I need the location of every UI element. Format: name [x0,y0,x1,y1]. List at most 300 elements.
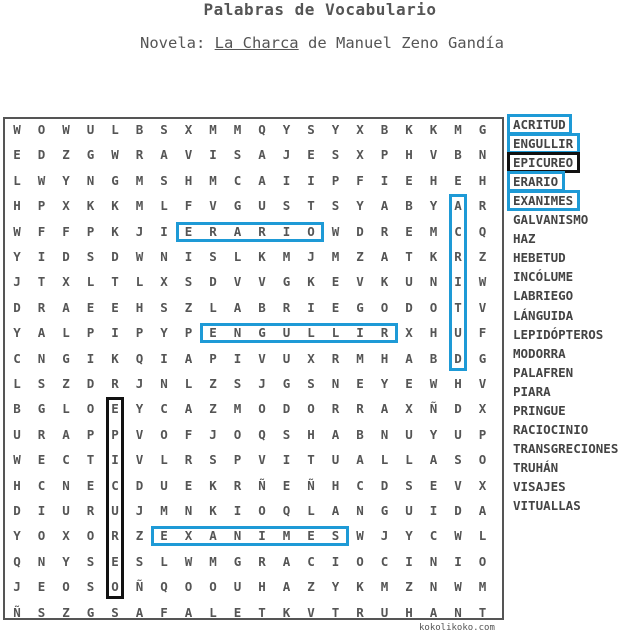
grid-letter: P [135,325,144,341]
grid-letter: N [160,249,168,264]
grid-letter: U [160,477,168,493]
word-list-mark [507,152,580,173]
grid-letter: M [478,579,487,595]
grid-letter: C [37,477,46,493]
grid-letter: Y [405,528,413,544]
highlight-exanimes [151,526,349,546]
grid-letter: K [429,122,438,137]
grid-letter: H [478,172,487,188]
grid-letter: W [13,452,21,468]
grid-letter: U [454,325,462,341]
word-list-item: TRUHÁN [513,459,559,475]
grid-letter: L [13,172,21,188]
grid-letter: N [331,376,340,391]
grid-letter: O [429,299,438,315]
grid-letter: K [209,503,217,518]
grid-letter: G [478,122,487,137]
grid-letter: I [233,350,242,366]
grid-letter: C [233,172,242,188]
grid-letter: L [160,198,168,214]
grid-letter: O [307,401,315,417]
grid-letter: A [62,426,70,442]
grid-letter: X [62,528,70,544]
grid-letter: D [454,350,462,366]
grid-letter: N [429,579,438,595]
subtitle-suffix: de Manuel Zeno Gandía [298,34,504,52]
grid-letter: U [233,579,242,595]
grid-letter: A [380,198,389,214]
grid-letter: Z [209,401,217,417]
grid-letter: S [184,274,193,290]
grid-letter: E [356,376,364,391]
grid-letter: C [160,401,168,417]
grid-letter: S [282,198,291,214]
grid-letter: M [135,198,144,214]
grid-letter: G [282,376,291,391]
highlight-epicureo [106,397,124,599]
grid-letter: L [184,376,193,391]
grid-letter: G [111,172,119,188]
grid-letter: D [111,249,119,264]
grid-letter: A [282,579,291,595]
grid-letter: O [356,553,364,569]
grid-letter: G [62,350,70,366]
grid-letter: X [405,325,413,341]
grid-letter: M [380,579,389,595]
grid-letter: P [331,172,340,188]
grid-letter: W [454,579,462,595]
grid-letter: T [478,604,487,620]
word-list-item: PIARA [513,383,551,399]
grid-letter: J [135,376,144,391]
grid-letter: T [405,249,413,264]
grid-letter: R [233,477,242,493]
grid-letter: U [62,503,70,518]
grid-letter: P [86,223,95,239]
grid-letter: S [86,579,95,595]
grid-letter: D [37,147,46,163]
grid-letter: Ñ [258,477,266,493]
grid-letter: Q [135,350,144,366]
grid-letter: H [135,299,144,315]
grid-letter: R [111,376,119,391]
grid-letter: S [307,376,315,391]
grid-letter: B [356,426,364,442]
grid-letter: A [160,147,168,163]
grid-letter: C [356,477,364,493]
highlight-engullir [200,323,398,343]
grid-letter: L [307,503,315,518]
grid-letter: M [429,223,438,239]
word-list-item: HEBETUD [513,250,566,266]
grid-letter: R [282,299,291,315]
grid-letter: N [62,477,70,493]
grid-letter: J [282,147,291,163]
grid-letter: X [160,274,168,290]
grid-letter: V [307,604,315,620]
grid-letter: U [454,426,462,442]
grid-letter: S [160,122,168,137]
grid-letter: I [454,274,462,290]
grid-letter: S [209,452,217,468]
grid-letter: I [429,503,438,518]
grid-letter: V [184,147,193,163]
grid-letter: E [160,528,168,544]
grid-letter: H [307,426,315,442]
grid-letter: A [380,401,389,417]
grid-letter: W [356,528,364,544]
grid-letter: E [282,477,291,493]
grid-letter: T [454,299,462,315]
grid-letter: K [258,249,266,264]
grid-letter: A [184,350,193,366]
grid-letter: F [184,198,193,214]
grid-letter: A [331,426,340,442]
grid-letter: O [478,553,487,569]
grid-letter: S [331,147,340,163]
grid-letter: R [454,249,462,264]
grid-letter: A [209,528,217,544]
grid-letter: V [258,274,266,290]
grid-letter: L [13,376,21,391]
grid-letter: L [209,604,217,620]
grid-letter: S [37,604,46,620]
grid-letter: M [233,122,242,137]
grid-letter: X [478,401,487,417]
grid-letter: S [160,172,168,188]
word-list-item: GALVANISMO [513,212,589,228]
grid-letter: S [86,249,95,264]
grid-letter: N [37,350,46,366]
grid-letter: T [258,604,266,620]
grid-letter: O [258,503,266,518]
grid-letter: N [429,553,438,569]
grid-letter: I [86,350,95,366]
grid-letter: D [380,477,389,493]
grid-letter: C [62,452,70,468]
grid-letter: W [429,376,438,391]
grid-letter: Z [62,376,70,391]
grid-letter: Z [307,579,315,595]
grid-letter: Y [356,198,364,214]
grid-letter: E [111,401,119,417]
grid-letter: U [86,122,95,137]
grid-letter: P [111,426,119,442]
grid-letter: I [282,223,291,239]
grid-letter: K [111,198,119,214]
grid-letter: I [331,553,340,569]
grid-letter: U [282,325,291,341]
grid-letter: A [380,249,389,264]
grid-letter: A [184,604,193,620]
grid-letter: I [160,223,168,239]
grid-letter: S [282,426,291,442]
word-list-mark [507,190,580,211]
grid-letter: E [37,452,46,468]
grid-letter: G [37,401,46,417]
grid-letter: O [37,122,46,137]
grid-letter: I [356,325,364,341]
word-list-item: VISAJES [513,478,566,494]
grid-letter: M [331,249,340,264]
grid-letter: E [184,223,193,239]
grid-letter: E [405,376,413,391]
grid-letter: Ñ [135,579,144,595]
grid-letter: R [380,223,389,239]
grid-letter: D [86,376,95,391]
grid-letter: N [478,147,487,163]
grid-letter: M [209,553,217,569]
grid-letter: L [209,299,217,315]
grid-letter: D [13,299,21,315]
grid-letter: O [86,528,95,544]
grid-letter: Q [258,426,266,442]
grid-letter: Ñ [429,401,438,417]
grid-letter: Z [62,604,70,620]
grid-letter: L [160,452,168,468]
grid-letter: R [37,426,46,442]
grid-letter: U [258,198,266,214]
grid-letter: I [380,172,389,188]
word-list-item: ERARIO [513,174,559,190]
grid-letter: J [135,503,144,518]
grid-letter: L [86,274,95,290]
grid-letter: H [13,198,21,214]
grid-letter: W [111,147,119,163]
grid-letter: S [233,376,242,391]
grid-letter: V [258,452,266,468]
grid-letter: N [380,426,389,442]
grid-letter: W [13,223,21,239]
grid-letter: W [135,249,144,264]
grid-letter: V [135,426,144,442]
grid-letter: N [37,553,46,569]
grid-letter: V [454,477,462,493]
grid-letter: G [86,604,95,620]
grid-letter: Q [258,122,266,137]
grid-letter: H [13,477,21,493]
grid-letter: B [258,299,266,315]
subtitle-prefix: Novela: [140,34,215,52]
grid-letter: Y [13,528,21,544]
grid-letter: S [233,147,242,163]
grid-letter: R [380,325,389,341]
grid-letter: R [331,401,340,417]
grid-letter: B [380,122,389,137]
grid-letter: Y [13,325,21,341]
grid-letter: G [258,325,266,341]
grid-letter: L [307,325,315,341]
word-list-item: HAZ [513,231,536,247]
grid-letter: P [86,426,95,442]
grid-letter: B [429,350,438,366]
grid-letter: U [405,426,413,442]
grid-letter: E [86,299,95,315]
grid-letter: Z [209,376,217,391]
grid-letter: J [380,528,389,544]
grid-letter: M [282,528,291,544]
grid-letter: L [111,122,119,137]
grid-letter: O [184,579,193,595]
grid-letter: T [307,198,315,214]
grid-letter: E [86,477,95,493]
grid-letter: X [356,122,364,137]
grid-letter: E [37,579,46,595]
grid-letter: K [356,579,364,595]
grid-letter: D [356,223,364,239]
grid-letter: P [184,325,193,341]
grid-letter: K [429,249,438,264]
grid-letter: F [160,604,168,620]
grid-letter: O [160,426,168,442]
grid-letter: L [160,553,168,569]
grid-letter: S [37,376,46,391]
grid-letter: H [380,350,389,366]
grid-letter: P [209,350,217,366]
grid-letter: I [454,553,462,569]
grid-letter: B [405,198,413,214]
grid-letter: C [307,553,315,569]
grid-letter: R [356,604,364,620]
grid-letter: G [380,503,389,518]
grid-letter: W [184,553,193,569]
grid-letter: J [307,249,315,264]
grid-letter: Z [356,249,364,264]
grid-letter: W [454,528,462,544]
grid-letter: D [282,401,291,417]
grid-letter: D [135,477,144,493]
grid-letter: M [282,249,291,264]
grid-letter: N [429,274,438,290]
word-list-mark [507,171,565,192]
word-list-item: ENGULLIR [513,136,574,152]
grid-letter: R [258,223,266,239]
grid-letter: T [86,452,95,468]
grid-letter: S [405,477,413,493]
grid-letter: R [331,350,340,366]
grid-letter: R [37,299,46,315]
word-list-item: PRINGUE [513,402,566,418]
word-list-item: EXANIMES [513,193,574,209]
grid-letter: A [429,452,438,468]
grid-letter: E [454,172,462,188]
grid-letter: K [307,274,315,290]
grid-letter: E [209,325,217,341]
grid-letter: B [135,122,144,137]
grid-letter: S [307,122,315,137]
grid-letter: N [160,376,168,391]
grid-letter: H [331,477,340,493]
word-list-item: RACIOCINIO [513,421,589,437]
grid-letter: R [184,452,193,468]
grid-letter: L [405,452,413,468]
grid-letter: U [282,350,291,366]
grid-letter: R [209,223,217,239]
grid-letter: N [86,172,95,188]
grid-letter: F [478,325,487,341]
grid-letter: P [380,147,389,163]
highlight-erario [176,222,325,242]
grid-letter: L [62,401,70,417]
grid-letter: F [356,172,364,188]
grid-letter: P [478,426,487,442]
grid-letter: G [356,299,364,315]
grid-letter: E [111,299,119,315]
grid-letter: I [282,452,291,468]
grid-letter: V [209,198,217,214]
grid-letter: H [405,147,413,163]
grid-letter: C [13,350,21,366]
grid-letter: Y [282,122,291,137]
grid-letter: I [307,299,315,315]
word-list-item: MODORRA [513,345,566,361]
grid-letter: B [13,401,21,417]
grid-letter: I [160,350,168,366]
grid-letter: X [184,122,193,137]
grid-letter: B [454,147,462,163]
grid-letter: I [282,172,291,188]
grid-letter: U [405,503,413,518]
grid-letter: J [258,376,266,391]
grid-letter: V [233,274,242,290]
grid-letter: O [37,528,46,544]
grid-letter: S [331,528,340,544]
grid-letter: A [184,401,193,417]
grid-letter: L [135,274,144,290]
grid-letter: V [478,299,487,315]
grid-letter: N [184,503,193,518]
grid-letter: Q [282,503,291,518]
grid-letter: O [209,579,217,595]
grid-letter: L [478,528,487,544]
word-list-item: TRANSGRECIONES [513,440,619,456]
grid-letter: E [429,477,438,493]
grid-letter: E [13,147,21,163]
grid-letter: W [13,122,21,137]
grid-letter: A [356,452,364,468]
grid-letter: O [307,223,315,239]
grid-letter: T [111,274,119,290]
word-list-item: INCÓLUME [513,269,574,285]
grid-letter: A [258,172,266,188]
grid-letter: O [258,401,266,417]
grid-letter: F [37,223,46,239]
grid-letter: D [62,249,70,264]
grid-letter: V [429,147,438,163]
grid-letter: Y [429,426,438,442]
grid-letter: C [380,553,389,569]
grid-letter: F [62,223,70,239]
grid-letter: G [86,147,95,163]
grid-letter: W [478,274,487,290]
grid-letter: I [233,503,242,518]
grid-letter: I [307,172,315,188]
word-list-item: LÁNGUIDA [513,307,574,323]
grid-letter: O [233,426,242,442]
grid-letter: K [86,198,95,214]
grid-letter: P [233,452,242,468]
grid-letter: U [405,274,413,290]
grid-letter: W [331,223,340,239]
grid-letter: D [209,274,217,290]
grid-letter: M [233,401,242,417]
grid-letter: I [37,249,46,264]
grid-letter: F [184,426,193,442]
grid-letter: E [405,172,413,188]
word-list-item: EPICUREO [513,155,574,171]
grid-letter: D [405,299,413,315]
grid-letter: T [37,274,46,290]
